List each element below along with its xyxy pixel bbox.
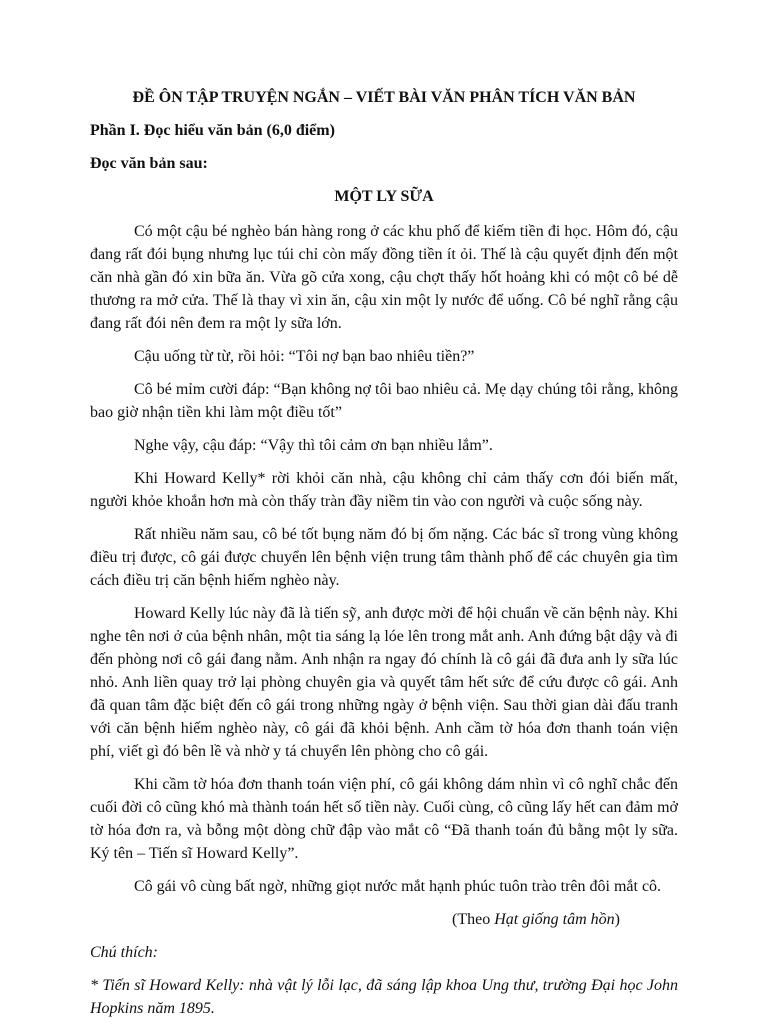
story-paragraph: Cậu uống từ từ, rồi hỏi: “Tôi nợ bạn bao nhiêu tiền?” [134, 348, 475, 365]
source-prefix: (Theo [452, 911, 495, 928]
story-paragraph: Cô gái vô cùng bất ngờ, những giọt nước mắt hạnh phúc tuôn trào trên đôi mắt cô. [134, 878, 662, 895]
story-paragraph: Howard Kelly lúc này đã là tiến sỹ, anh được mời để hội chuẩn về căn bệnh này. Khi nghe tên nơi ở của bệnh nhân, một tia sáng lạ lóe lên trong mắt anh. Anh đứng bật dậy và đi đến phòng nơi cô gái đang nằm. Anh nhận ra ngay đó chính là cô gái đã đưa anh ly sữa lúc nhỏ. Anh liền quay trở lại phòng chuyên gia và quyết tâm hết sức để cứu được cô gái. Anh đã quan tâm đặc biệt đến cô gái trong những ngày ở bệnh viện. Sau thời gian dài đấu tranh với căn bệnh hiếm nghèo này, cô gái đã khỏi bệnh. Anh cầm tờ hóa đơn thanh toán viện phí, viết gì đó bên lề và nhờ y tá chuyển lên phòng cho cô gái. [90, 605, 678, 760]
source-suffix: ) [614, 911, 620, 928]
story-paragraph: Có một cậu bé nghèo bán hàng rong ở các khu phố để kiếm tiền đi học. Hôm đó, cậu đang rất đói bụng nhưng lục túi chỉ còn mấy đồng tiền ít ỏi. Thế là cậu quyết định đến một căn nhà gần đó xin bữa ăn. Vừa gõ cửa xong, cậu chợt thấy hốt hoảng khi có một cô bé dễ thương ra mở cửa. Thế là thay vì xin ăn, cậu xin một ly nước để uống. Cô bé nghĩ rằng cậu đang rất đói nên đem ra một ly sữa lớn. [90, 223, 678, 332]
source-title: Hạt giống tâm hồn [494, 911, 615, 928]
part1-label: Phần I. Đọc hiểu văn bản (6,0 điểm) [90, 122, 335, 139]
story-paragraph: Cô bé mỉm cười đáp: “Bạn không nợ tôi bao nhiêu cả. Mẹ dạy chúng tôi rằng, không bao giờ nhận tiền khi làm một điều tốt” [90, 381, 678, 421]
story-paragraph: Khi Howard Kelly* rời khỏi căn nhà, cậu không chỉ cảm thấy cơn đói biến mất, người khỏe khoắn hơn mà còn thấy tràn đầy niềm tin vào con người và cuộc sống này. [90, 470, 678, 510]
story-title: MỘT LY SỮA [334, 188, 434, 205]
story-paragraph: Nghe vậy, cậu đáp: “Vậy thì tôi cảm ơn bạn nhiều lắm”. [134, 437, 493, 454]
story-paragraph: Rất nhiều năm sau, cô bé tốt bụng năm đó bị ốm nặng. Các bác sĩ trong vùng không điều trị được, cô gái được chuyển lên bệnh viện trung tâm thành phố để các chuyên gia tìm cách điều trị căn bệnh hiếm nghèo này. [90, 526, 678, 589]
source-citation [90, 908, 678, 931]
note-text: * Tiến sĩ Howard Kelly: nhà vật lý lỗi lạc, đã sáng lập khoa Ung thư, trường Đại học John Hopkins năm 1895. [90, 977, 678, 1017]
read-instruction: Đọc văn bản sau: [90, 155, 208, 172]
document-heading: ĐỀ ÔN TẬP TRUYỆN NGẮN – VIẾT BÀI VĂN PHÂN TÍCH VĂN BẢN [132, 89, 636, 106]
note-label: Chú thích: [90, 944, 158, 961]
story-paragraph: Khi cầm tờ hóa đơn thanh toán viện phí, cô gái không dám nhìn vì cô nghĩ chắc đến cuối đời cô cũng khó mà thành toán hết số tiền này. Cuối cùng, cô cũng lấy hết can đảm mở tờ hóa đơn ra, và bỗng một dòng chữ đập vào mắt cô “Đã thanh toán đủ bằng một ly sữa. Ký tên – Tiến sĩ Howard Kelly”. [90, 776, 678, 862]
document-page [90, 86, 678, 1020]
